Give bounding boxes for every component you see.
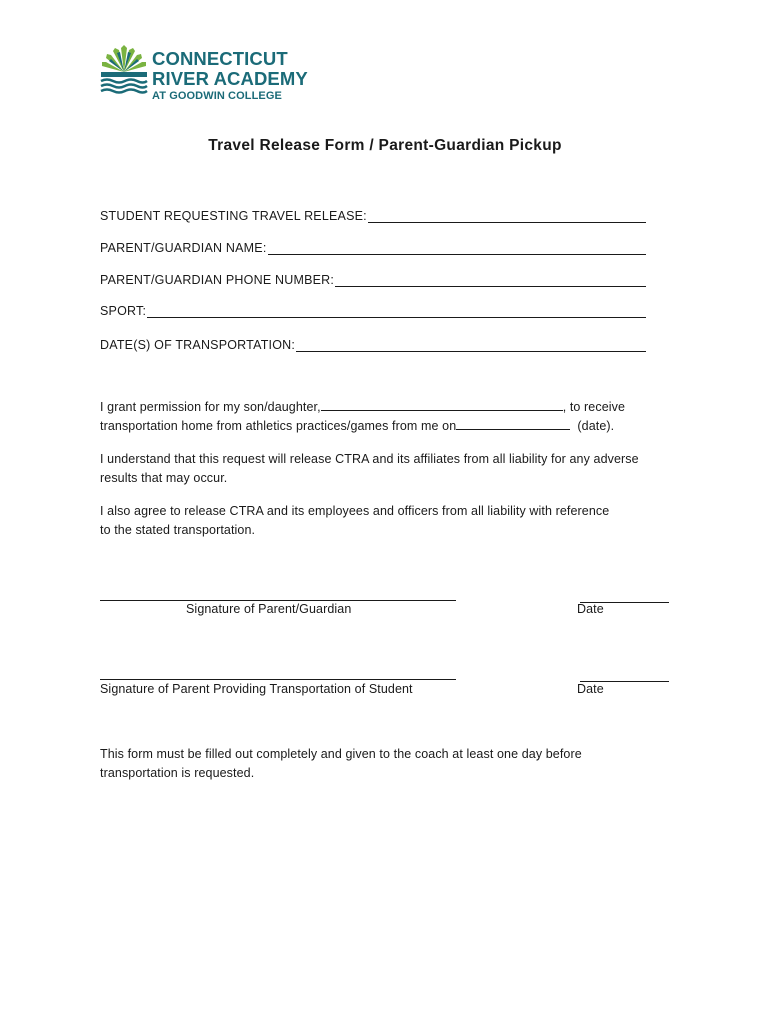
- student-field-label: STUDENT REQUESTING TRAVEL RELEASE:: [100, 209, 367, 223]
- sport-label: SPORT:: [100, 304, 147, 318]
- transport-signature-label: Signature of Parent Providing Transportation of Student: [100, 682, 413, 696]
- parent-name-line[interactable]: [268, 240, 647, 255]
- logo-wordmark: [152, 50, 308, 102]
- parent-phone-line[interactable]: [335, 272, 646, 287]
- logo-line-2: RIVER ACADEMY: [152, 67, 308, 89]
- student-field[interactable]: [100, 203, 646, 223]
- sport-line[interactable]: [147, 303, 646, 318]
- child-name-blank[interactable]: [321, 398, 563, 411]
- dates-label: DATE(S) OF TRANSPORTATION:: [100, 338, 296, 352]
- permission-text-a: I grant permission for my son/daughter,: [100, 400, 321, 414]
- parent-name-label: PARENT/GUARDIAN NAME:: [100, 241, 267, 255]
- parent-name-field[interactable]: [100, 235, 646, 255]
- dates-field[interactable]: [100, 332, 646, 352]
- parent-signature-label: Signature of Parent/Guardian: [186, 602, 352, 616]
- logo-line-3: AT GOODWIN COLLEGE: [152, 90, 282, 102]
- logo-emblem-icon: [100, 44, 148, 98]
- sport-field[interactable]: [100, 298, 646, 318]
- permission-text-b: , to receive: [562, 400, 626, 414]
- release-paragraph: I also agree to release CTRA and its employees and officers from all liability with reference to the stated transportation.: [100, 504, 610, 537]
- logo-line-1: CONNECTICUT: [152, 48, 288, 69]
- permission-text-c: transportation home from athletics practices/games from me on: [100, 419, 457, 433]
- school-logo: [100, 44, 340, 104]
- parent-date-label: Date: [577, 602, 604, 616]
- transport-signature-line[interactable]: [100, 679, 456, 680]
- parent-phone-field[interactable]: [100, 267, 646, 287]
- dates-line[interactable]: [296, 337, 646, 352]
- pickup-date-blank[interactable]: [456, 417, 570, 430]
- permission-paragraph: [100, 398, 675, 436]
- parent-phone-label: PARENT/GUARDIAN PHONE NUMBER:: [100, 273, 335, 287]
- form-title: Travel Release Form / Parent-Guardian Pickup: [208, 137, 562, 154]
- parent-signature-line[interactable]: [100, 600, 456, 601]
- permission-text-d: (date).: [577, 419, 615, 433]
- liability-paragraph: I understand that this request will release CTRA and its affiliates from all liability for any adverse results that may occur.: [100, 452, 639, 485]
- student-field-line[interactable]: [368, 208, 646, 223]
- transport-date-label: Date: [577, 682, 604, 696]
- footer-note: This form must be filled out completely and given to the coach at least one day before transportation is requested.: [100, 747, 582, 780]
